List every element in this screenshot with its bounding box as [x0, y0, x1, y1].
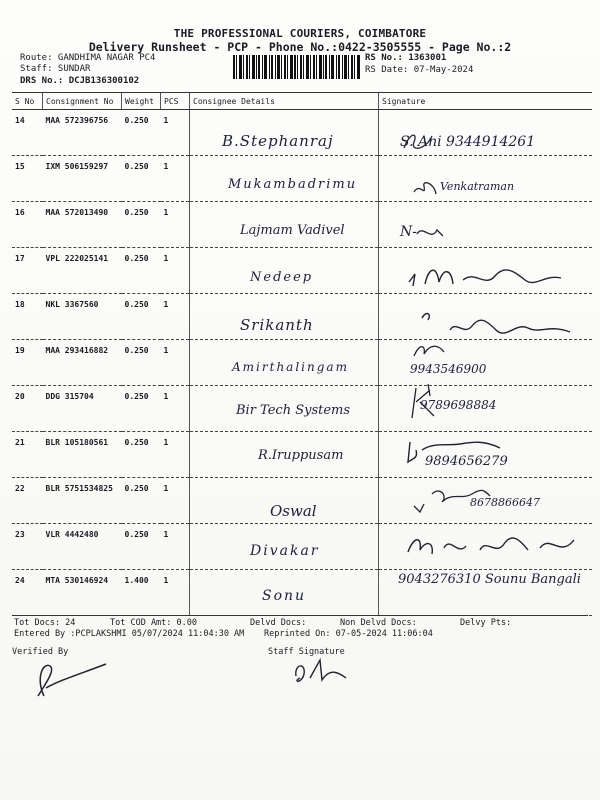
row-weight: 0.250: [122, 202, 161, 248]
row-consignment: BLR 105180561: [43, 432, 122, 478]
col-header-signature: Signature: [379, 93, 593, 110]
row-sno: 21: [12, 432, 43, 478]
row-pcs: 1: [161, 110, 190, 156]
handwritten-consignee: Nedeep: [250, 270, 314, 285]
handwritten-signature: S. Ani 9344914261: [400, 134, 536, 150]
entered-by: Entered By :PCPLAKSHMI 05/07/2024 11:04:30 AM: [14, 629, 245, 639]
row-pcs: 1: [161, 156, 190, 202]
row-consignment: DDG 315704: [43, 386, 122, 432]
row-weight: 0.250: [122, 432, 161, 478]
signature-scribble: [420, 308, 580, 340]
row-sno: 14: [12, 110, 43, 156]
handwritten-signature: 9043276310 Sounu Bangali: [398, 572, 581, 587]
row-pcs: 1: [161, 478, 190, 524]
row-consignment: NKL 3367560: [43, 294, 122, 340]
handwritten-consignee: Divakar: [250, 543, 320, 559]
handwritten-signature: 8678866647: [470, 496, 540, 509]
total-docs: Tot Docs: 24: [14, 618, 76, 628]
row-sno: 22: [12, 478, 43, 524]
handwritten-consignee: R.Iruppusam: [258, 448, 344, 463]
row-sno: 15: [12, 156, 43, 202]
row-pcs: 1: [161, 432, 190, 478]
handwritten-signature: N-: [400, 224, 417, 240]
row-pcs: 1: [161, 570, 190, 616]
signature-scribble: [404, 436, 504, 464]
row-consignment: MAA 572396756: [43, 110, 122, 156]
row-weight: 0.250: [122, 340, 161, 386]
non-delivered-docs: Non Delvd Docs:: [340, 618, 417, 628]
handwritten-consignee: Bir Tech Systems: [236, 403, 351, 418]
handwritten-signature: 9894656279: [425, 454, 508, 469]
runsheet-subtitle: Delivery Runsheet - PCP - Phone No.:0422-3505555 - Page No.:2: [88, 40, 512, 54]
company-title: THE PROFESSIONAL COURIERS, COIMBATORE: [173, 27, 427, 40]
handwritten-signature: 9943546900: [410, 362, 487, 376]
row-consignment: MAA 293416882: [43, 340, 122, 386]
signature-scribble: [410, 340, 450, 360]
row-weight: 0.250: [122, 386, 161, 432]
row-sno: 24: [12, 570, 43, 616]
delivery-points: Delvy Pts:: [460, 618, 512, 628]
row-consignment: MAA 572013490: [43, 202, 122, 248]
row-pcs: 1: [161, 340, 190, 386]
row-sno: 20: [12, 386, 43, 432]
handwritten-signature: Venkatraman: [440, 180, 515, 193]
row-pcs: 1: [161, 202, 190, 248]
signature-scribble: [412, 178, 438, 200]
footer-divider: [12, 615, 588, 616]
row-sno: 18: [12, 294, 43, 340]
handwritten-consignee: Lajmam Vadivel: [240, 223, 345, 238]
signature-scribble: [404, 528, 580, 564]
col-header-consignee: Consignee Details: [190, 93, 379, 110]
handwritten-consignee: Mukambadrimu: [228, 177, 358, 192]
row-consignment: IXM 506159297: [43, 156, 122, 202]
col-header-consignment: Consignment No: [43, 93, 122, 110]
row-weight: 0.250: [122, 478, 161, 524]
row-pcs: 1: [161, 294, 190, 340]
verified-by-label: Verified By: [12, 647, 69, 657]
row-consignment: MTA 530146924: [43, 570, 122, 616]
row-weight: 1.400: [122, 570, 161, 616]
row-sno: 19: [12, 340, 43, 386]
signature-scribble: [406, 382, 440, 422]
table-header-row: [12, 93, 592, 110]
rs-date: RS Date: 07-May-2024: [365, 65, 474, 75]
handwritten-consignee: Srikanth: [240, 316, 314, 334]
staff-signature: [290, 654, 350, 690]
rs-number: RS No.: 1363001: [365, 53, 447, 63]
row-weight: 0.250: [122, 156, 161, 202]
row-signature-cell: [379, 156, 593, 202]
verified-by-signature: [30, 656, 110, 702]
row-sno: 23: [12, 524, 43, 570]
row-consignment: VLR 4442480: [43, 524, 122, 570]
col-header-pcs: PCS: [161, 93, 190, 110]
handwritten-consignee: Amirthalingam: [232, 360, 349, 374]
row-weight: 0.250: [122, 294, 161, 340]
row-consignment: VPL 222025141: [43, 248, 122, 294]
signature-scribble: [415, 222, 445, 244]
row-sno: 16: [12, 202, 43, 248]
signature-scribble: [400, 130, 435, 154]
row-consignment: BLR 5751534825: [43, 478, 122, 524]
col-header-weight: Weight: [122, 93, 161, 110]
drs-number: DRS No.: DCJB136300102: [20, 76, 140, 86]
handwritten-consignee: Sonu: [262, 588, 307, 604]
handwritten-consignee: Oswal: [270, 502, 317, 520]
handwritten-consignee: B.Stephanraj: [222, 132, 334, 150]
staff-label: Staff: SUNDAR: [20, 64, 91, 74]
barcode-image: [233, 55, 361, 79]
signature-scribble: [412, 484, 492, 516]
row-sno: 17: [12, 248, 43, 294]
row-pcs: 1: [161, 386, 190, 432]
row-weight: 0.250: [122, 110, 161, 156]
row-pcs: 1: [161, 248, 190, 294]
row-weight: 0.250: [122, 248, 161, 294]
staff-signature-label: Staff Signature: [268, 647, 345, 657]
handwritten-signature: 9789698884: [420, 398, 497, 412]
reprinted-on: Reprinted On: 07-05-2024 11:06:04: [264, 629, 433, 639]
signature-scribble: [405, 262, 565, 292]
total-cod-amount: Tot COD Amt: 0.00: [110, 618, 197, 628]
delivered-docs: Delvd Docs:: [250, 618, 307, 628]
row-pcs: 1: [161, 524, 190, 570]
row-weight: 0.250: [122, 524, 161, 570]
route-label: Route: GANDHIMA NAGAR PC4: [20, 53, 156, 63]
col-header-sno: S No: [12, 93, 43, 110]
